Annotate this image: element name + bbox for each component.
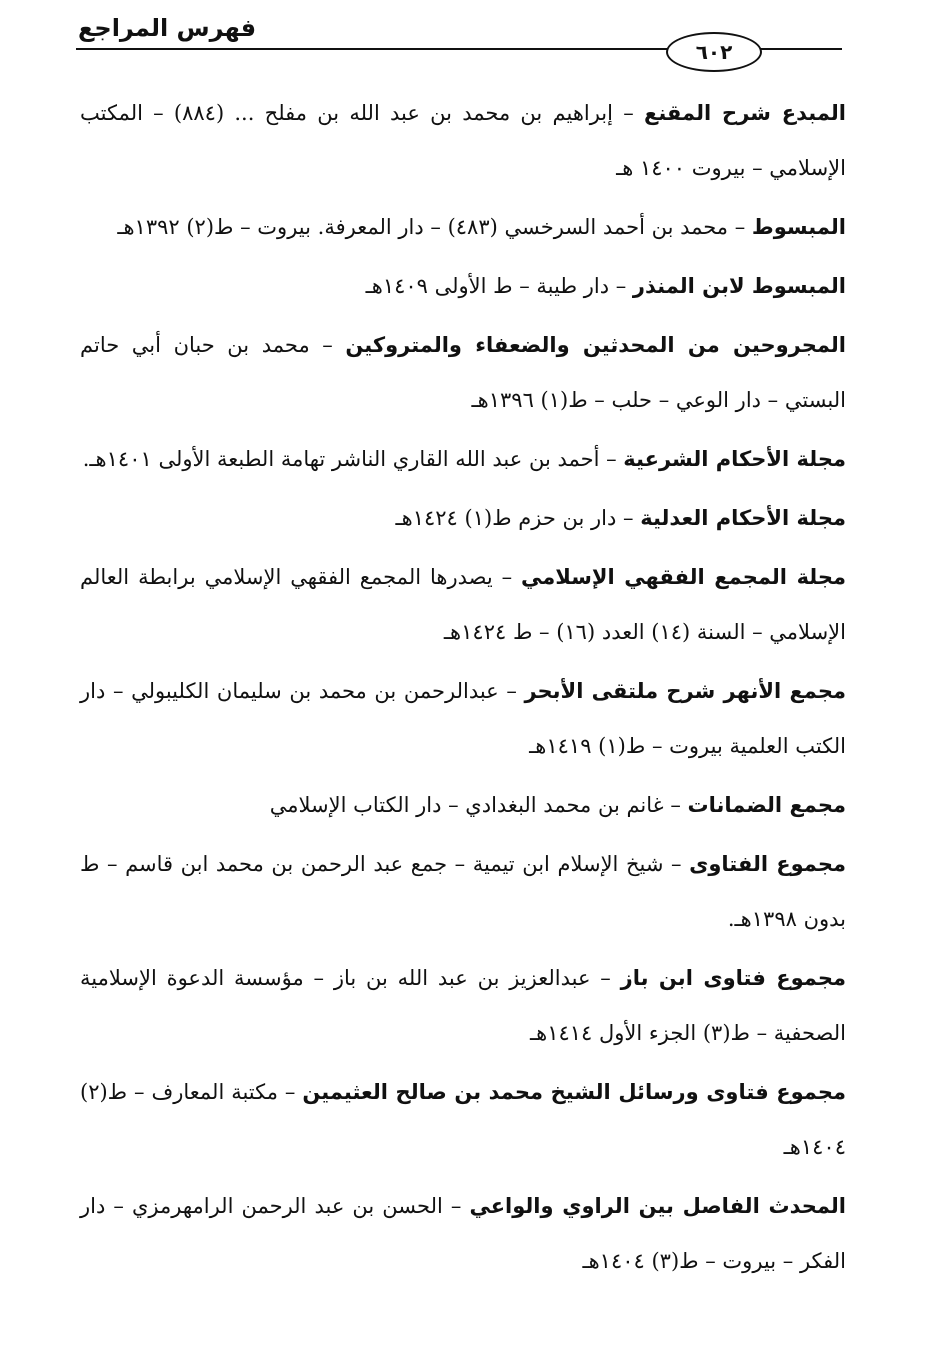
- reference-title: مجلة الأحكام العدلية: [640, 506, 846, 530]
- reference-entry: [80, 664, 846, 774]
- reference-entry: [80, 491, 846, 546]
- reference-title: مجموع فتاوى ابن باز: [620, 966, 847, 990]
- reference-list: [80, 86, 846, 1293]
- reference-title: مجلة المجمع الفقهي الإسلامي: [521, 565, 847, 589]
- reference-detail: – محمد بن أحمد السرخسي (٤٨٣) – دار المعرفة. بيروت – ط(٢) ١٣٩٢هـ: [117, 215, 752, 239]
- reference-entry: [80, 837, 846, 947]
- reference-entry: [80, 432, 846, 487]
- page-number: ٦٠٢: [666, 32, 762, 72]
- reference-detail: – محمد بن حبان أبي حاتم البستي – دار الوعي – حلب – ط(١) ١٣٩٦هـ: [80, 333, 846, 412]
- reference-title: المبدع شرح المقنع: [643, 101, 846, 125]
- reference-detail: – مكتبة المعارف – ط(٢) ١٤٠٤هـ: [80, 1080, 846, 1159]
- running-header-title: فهرس المراجع: [78, 14, 257, 42]
- reference-title: المبسوط: [751, 215, 846, 239]
- reference-entry: [80, 1179, 846, 1289]
- reference-detail: – إبراهيم بن محمد بن عبد الله بن مفلح ... (٨٨٤) – المكتب الإسلامي – بيروت ١٤٠٠ هـ: [80, 101, 846, 180]
- reference-entry: [80, 550, 846, 660]
- reference-detail: – عبدالرحمن بن محمد بن سليمان الكليبولي – دار الكتب العلمية بيروت – ط(١) ١٤١٩هـ: [80, 679, 846, 758]
- reference-detail: – دار بن حزم ط(١) ١٤٢٤هـ: [395, 506, 641, 530]
- reference-title: مجمع الأنهر شرح ملتقى الأبحر: [524, 679, 846, 703]
- reference-title: مجموع فتاوى ورسائل الشيخ محمد بن صالح العثيمين: [302, 1080, 846, 1104]
- reference-title: مجلة الأحكام الشرعية: [623, 447, 846, 471]
- reference-entry: [80, 86, 846, 196]
- reference-detail: – يصدرها المجمع الفقهي الإسلامي برابطة العالم الإسلامي – السنة (١٤) العدد (١٦) – ط ١٤٢٤هـ: [80, 565, 846, 644]
- reference-title: مجموع الفتاوى: [689, 852, 846, 876]
- reference-detail: – شيخ الإسلام ابن تيمية – جمع عبد الرحمن بن محمد ابن قاسم – ط بدون ١٣٩٨هـ.: [80, 852, 846, 931]
- reference-title: مجمع الضمانات: [687, 793, 846, 817]
- reference-entry: [80, 200, 846, 255]
- reference-title: المحدث الفاصل بين الراوي والواعي: [469, 1194, 846, 1218]
- reference-entry: [80, 259, 846, 314]
- reference-title: المجروحين من المحدثين والضعفاء والمتروكين: [345, 333, 847, 357]
- reference-detail: – غانم بن محمد البغدادي – دار الكتاب الإسلامي: [269, 793, 688, 817]
- reference-entry: [80, 1065, 846, 1175]
- reference-entry: [80, 778, 846, 833]
- reference-entry: [80, 951, 846, 1061]
- reference-detail: – الحسن بن عبد الرحمن الرامهرمزي – دار الفكر – بيروت – ط(٣) ١٤٠٤هـ: [80, 1194, 846, 1273]
- reference-detail: – أحمد بن عبد الله القاري الناشر تهامة الطبعة الأولى ١٤٠١هـ.: [82, 447, 624, 471]
- reference-detail: – عبدالعزيز بن عبد الله بن باز – مؤسسة الدعوة الإسلامية الصحفية – ط(٣) الجزء الأول ١٤١٤هـ: [80, 966, 846, 1045]
- reference-title: المبسوط لابن المنذر: [632, 274, 846, 298]
- reference-entry: [80, 318, 846, 428]
- reference-detail: – دار طيبة – ط الأولى ١٤٠٩هـ: [365, 274, 633, 298]
